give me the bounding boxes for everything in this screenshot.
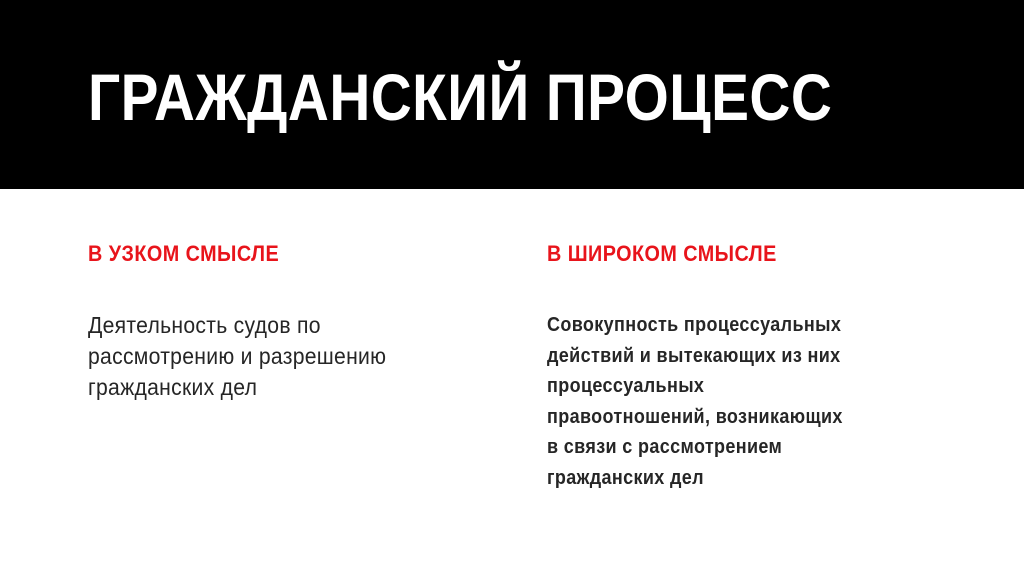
broad-sense-column [547,240,967,489]
definition-line: гражданских дел [547,466,704,489]
definition-line: в связи с рассмотрением [547,436,783,458]
title-bar [0,0,1024,189]
slide-title: ГРАЖДАНСКИЙ ПРОЦЕСС [88,60,833,134]
definition-line: процессуальных [547,375,705,397]
definition-line: правоотношений, возникающих [547,405,843,428]
broad-sense-heading: В ШИРОКОМ СМЫСЛЕ [547,241,777,266]
definition-line: рассмотрению и разрешению [88,343,387,369]
definition-line: гражданских дел [88,374,258,400]
definition-line: действий и вытекающих из них [547,344,841,367]
definition-line: Совокупность процессуальных [547,314,842,336]
narrow-sense-column [88,240,508,400]
broad-sense-definition [547,310,961,493]
definition-line: Деятельность судов по [88,312,321,338]
narrow-sense-definition [88,310,493,403]
narrow-sense-heading: В УЗКОМ СМЫСЛЕ [88,241,280,266]
